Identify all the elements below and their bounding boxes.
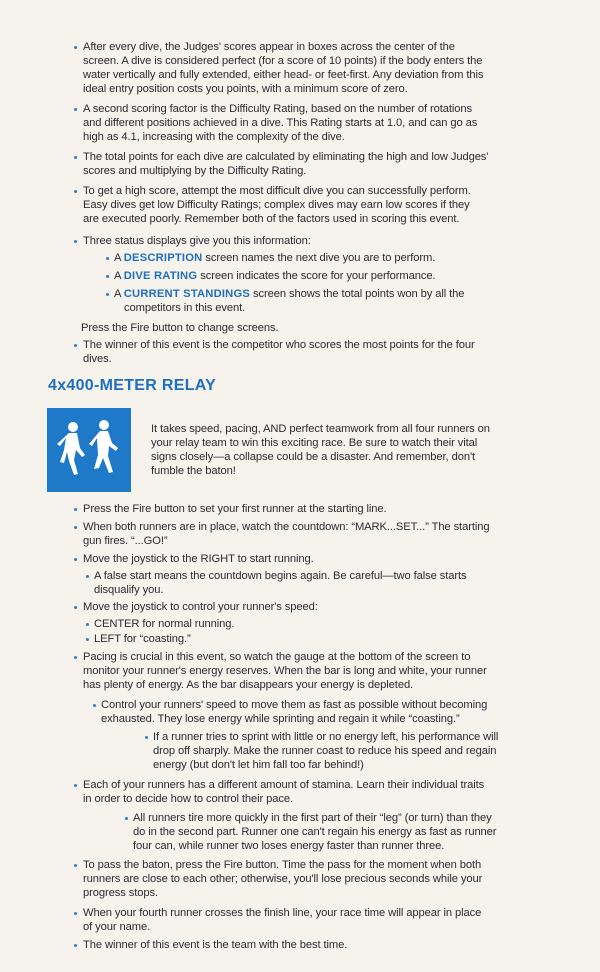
bullet-dot [145,736,148,739]
text-line: in order to decide how to control their pace. [83,793,294,805]
text-line: When your fourth runner crosses the finish line, your race time will appear in place [83,907,482,919]
text-fragment: A [114,252,124,264]
relay-sprint-warning-item [153,730,498,772]
text-line: It takes speed, pacing, AND perfect teamwork from all four runners on [151,423,490,435]
relay-stamina-item [83,778,484,806]
text-line: monitor your runner's energy reserves. When the bar is long and white, your runner [83,665,487,677]
text-line: has plenty of energy. As the bar disappears your energy is depleted. [83,679,414,691]
text-fragment: screen shows the total points won by all the [250,288,465,300]
text-line: drop off sharply. Make the runner coast to reduce his speed and regain [153,745,497,757]
bullet-dot [74,508,77,511]
text-line: four can, while runner two loses energy faster than runner three. [133,840,445,852]
high-score-paragraph [83,184,471,226]
bullet-dot [125,817,128,820]
bullet-dot [74,156,77,159]
text-fragment: A [114,288,124,300]
text-line: progress stops. [83,887,158,899]
text-line: of your name. [83,921,151,933]
text-line: All runners tire more quickly in the first part of their “leg” (or turn) than they [133,812,492,824]
text-line: your relay team to win this exciting race. Be sure to watch their vital [151,437,478,449]
bullet-dot [93,704,96,707]
text-line: Move the joystick to the RIGHT to start running. [83,553,314,565]
relay-section-title: 4x400-METER RELAY [48,377,217,394]
bullet-dot [74,240,77,243]
current-standings-keyword: CURRENT STANDINGS [123,288,251,300]
text-line: do in the second part. Runner one can't regain his energy as fast as runner [133,826,497,838]
relay-control-speed-item [101,698,487,726]
text-line: The total points for each dive are calculated by eliminating the high and low Judges' [83,151,489,163]
text-line: signs closely—a collapse could be a disaster. And remember, don't [151,451,475,463]
relay-baton-item [83,858,482,900]
text-line: Each of your runners has a different amount of stamina. Learn their individual traits [83,779,485,791]
text-line: fumble the baton! [151,465,236,477]
bullet-dot [86,623,89,626]
text-line: Control your runners' speed to move them as fast as possible without becoming [101,699,488,711]
diving-winner-paragraph [83,338,475,366]
relay-intro-paragraph [151,422,490,478]
description-screen-item [114,251,435,265]
text-line: screen. A dive is considered perfect (for a score of 10 points) if the body enters the [83,55,483,67]
bullet-dot [86,638,89,641]
text-fragment: A [114,270,124,282]
bullet-dot [74,784,77,787]
relay-left-item [94,632,191,646]
diving-scores-paragraph [83,40,483,96]
text-line: LEFT for “coasting.” [94,633,191,645]
text-fragment: screen names the next dive you are to perform. [202,252,436,264]
text-line: When both runners are in place, watch the countdown: “MARK...SET...” The starting [83,521,490,533]
text-line: CENTER for normal running. [94,618,235,630]
text-line: Easy dives get low Difficulty Ratings; complex dives may earn low scores if they [83,199,470,211]
bullet-dot [74,190,77,193]
bullet-dot [74,46,77,49]
relay-winner-item [83,938,347,952]
text-line: are executed poorly. Remember both of the factors used in scoring this event. [83,213,460,225]
relay-starting-line-item [83,502,387,516]
text-line: Press the Fire button to set your first runner at the starting line. [83,503,387,515]
text-line: To get a high score, attempt the most difficult dive you can successfully perform. [83,185,471,197]
text-line: To pass the baton, press the Fire button. Time the pass for the moment when both [83,859,482,871]
total-points-paragraph [83,150,488,178]
two-runners-icon [47,408,131,492]
current-standings-screen-item [114,287,464,315]
text-line: gun fires. “...GO!” [83,535,168,547]
bullet-dot [74,344,77,347]
relay-start-running-item [83,552,314,566]
text-line: The winner of this event is the competitor who scores the most points for the four [83,339,475,351]
text-line: water vertically and fully extended, either head- or feet-first. Any deviation from this [83,69,484,81]
relay-tire-item [133,811,496,853]
bullet-dot [74,944,77,947]
relay-false-start-item [94,569,466,597]
text-line: Move the joystick to control your runner's speed: [83,601,318,613]
bullet-dot [86,575,89,578]
bullet-dot [74,606,77,609]
text-fragment: screen indicates the score for your performance. [197,270,436,282]
text-line: and different positions achieved in a dive. This Rating starts at 1.0, and can go as [83,117,478,129]
bullet-dot [74,526,77,529]
dive-rating-keyword: DIVE RATING [123,270,198,282]
text-line: high as 4.1, increasing with the complexity of the dive. [83,131,345,143]
runners-illustration [47,408,131,492]
bullet-dot [74,864,77,867]
text-line: competitors in this event. [124,302,246,314]
press-fire-note [81,321,279,335]
dive-rating-screen-item [114,269,435,283]
text-line: If a runner tries to sprint with little or no energy left, his performance will [153,731,499,743]
text-line: disqualify you. [94,584,164,596]
text-line: A second scoring factor is the Difficulty Rating, based on the number of rotations [83,103,472,115]
text-line: After every dive, the Judges' scores appear in boxes across the center of the [83,41,455,53]
text-line: dives. [83,353,112,365]
bullet-dot [106,257,109,260]
text-line: runners are close to each other; otherwise, you'll lose precious seconds while your [83,873,483,885]
bullet-dot [74,108,77,111]
description-keyword: DESCRIPTION [123,252,203,264]
relay-pacing-item [83,650,487,692]
difficulty-rating-paragraph [83,102,477,144]
bullet-dot [106,275,109,278]
relay-speed-control-item [83,600,318,614]
bullet-dot [74,912,77,915]
relay-countdown-item [83,520,489,548]
text-line [114,269,435,283]
relay-finish-item [83,906,481,934]
text-line: scores and multiplying by the Difficulty Rating. [83,165,307,177]
bullet-dot [74,656,77,659]
bullet-dot [106,293,109,296]
bullet-dot [74,558,77,561]
text-line: A false start means the countdown begins again. Be careful—two false starts [94,570,467,582]
text-line: Three status displays give you this information: [83,235,311,247]
text-line: ideal entry position costs you points, with a minimum score of zero. [83,83,408,95]
text-line: The winner of this event is the team with the best time. [83,939,348,951]
text-line [114,287,464,301]
text-line: exhausted. They lose energy while sprinting and regain it while “coasting.” [101,713,460,725]
text-line: Pacing is crucial in this event, so watch the gauge at the bottom of the screen to [83,651,471,663]
text-line: Press the Fire button to change screens. [81,322,279,334]
text-line [114,251,435,265]
status-displays-paragraph [83,234,311,248]
text-line: energy (but don't let him fall too far behind!) [153,759,364,771]
relay-center-item [94,617,234,631]
